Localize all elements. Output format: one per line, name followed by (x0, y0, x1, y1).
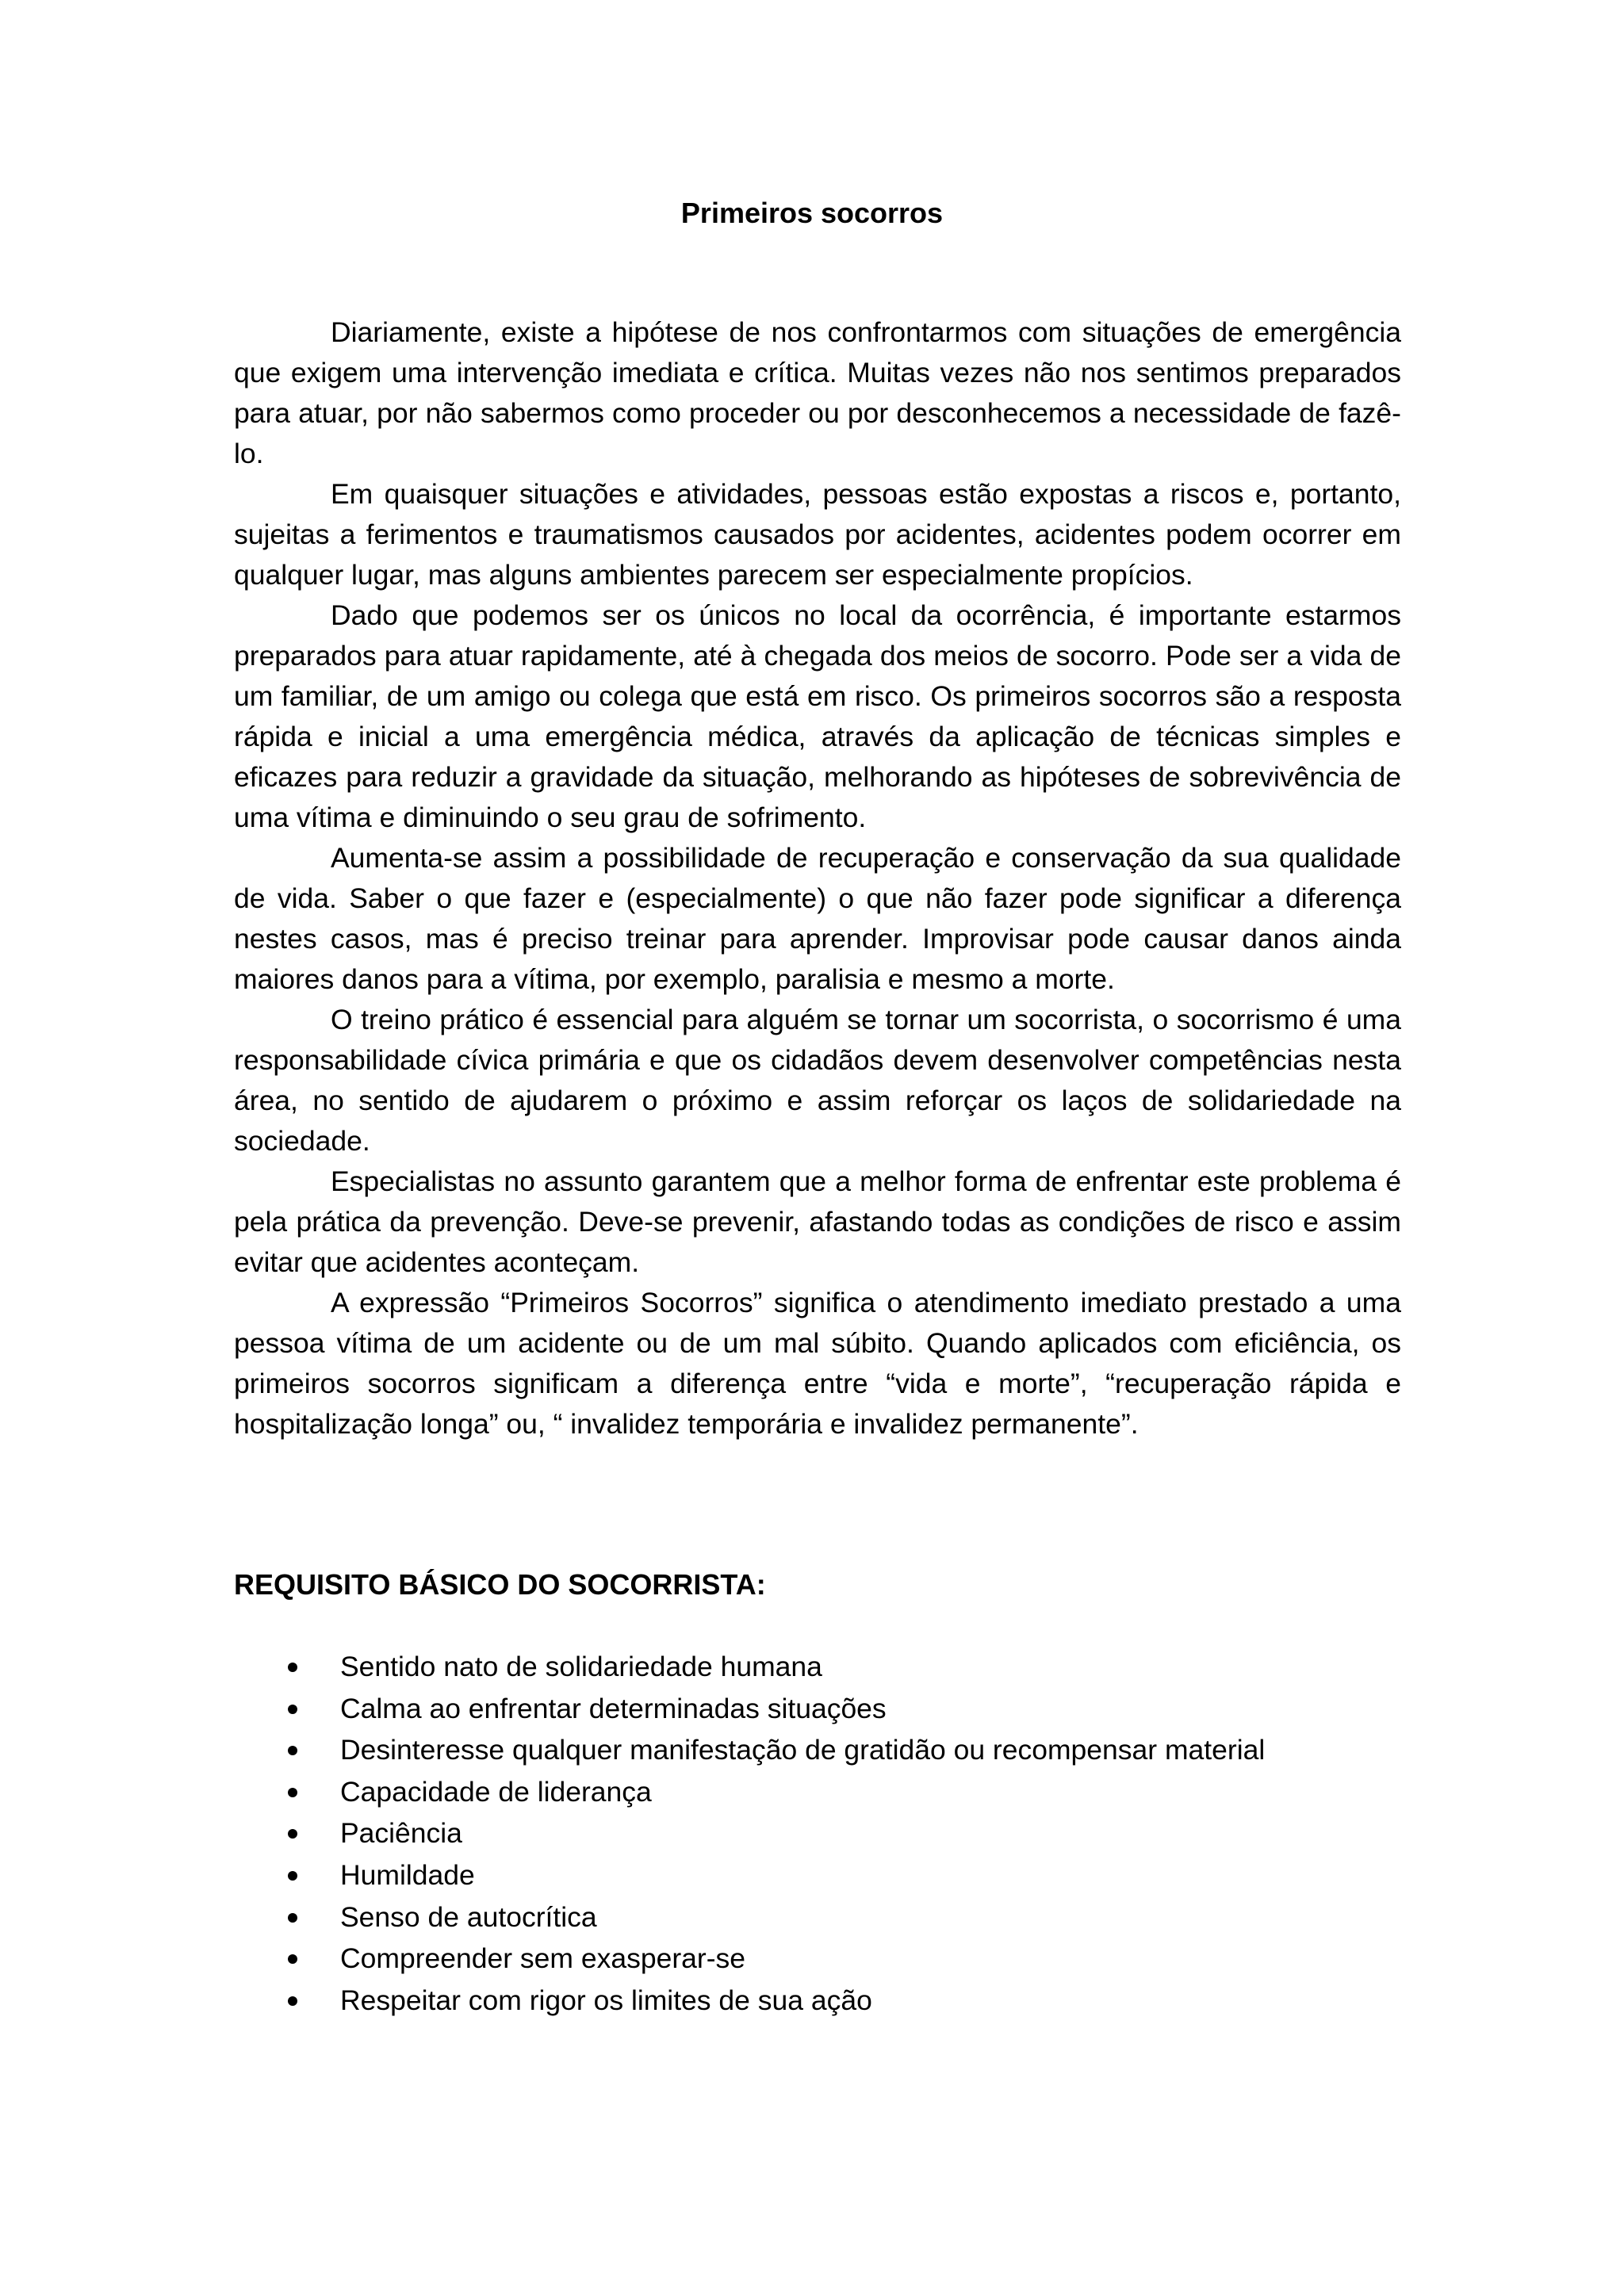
requirements-heading: REQUISITO BÁSICO DO SOCORRISTA: (234, 1568, 766, 1601)
list-item-text: Humildade (340, 1858, 475, 1891)
bullet-icon (288, 1913, 297, 1923)
list-item (234, 1729, 1265, 1771)
bullet-icon (288, 1705, 297, 1714)
list-item-text: Capacidade de liderança (340, 1775, 652, 1808)
paragraph: Especialistas no assunto garantem que a melhor forma de enfrentar este problema é pela prática da prevenção. Deve-se prevenir, afastando todas as condições de risco e assim evitar que acidentes aconteçam. (234, 1165, 1401, 1278)
list-item (234, 1938, 1265, 1980)
list-item-text: Senso de autocrítica (340, 1900, 597, 1933)
bullet-icon (288, 1788, 297, 1797)
paragraph: A expressão “Primeiros Socorros” significa o atendimento imediato prestado a uma pessoa vítima de um acidente ou de um mal súbito. Quando aplicados com eficiência, os primeiros socorros significam a diferença entre “vida e morte”, “recuperação rápida e hospitalização longa” ou, “ invalidez temporária e invalidez permanente”. (234, 1287, 1401, 1440)
list-item (234, 1896, 1265, 1938)
bullet-icon (288, 1663, 297, 1672)
paragraph: Em quaisquer situações e atividades, pessoas estão expostas a riscos e, portanto, sujeitas a ferimentos e traumatismos causados por acidentes, acidentes podem ocorrer em qualquer lugar, mas alguns ambientes parecem ser especialmente propícios. (234, 478, 1401, 591)
bullet-icon (288, 1954, 297, 1964)
document-title: Primeiros socorros (680, 197, 944, 229)
bullet-icon (288, 1996, 297, 2006)
list-item-text: Desinteresse qualquer manifestação de gratidão ou recompensar material (340, 1734, 1266, 1766)
list-item-text: Sentido nato de solidariedade humana (340, 1651, 822, 1682)
list-item-text: Respeitar com rigor os limites de sua ação (340, 1984, 872, 2016)
paragraph: Diariamente, existe a hipótese de nos confrontarmos com situações de emergência que exigem uma intervenção imediata e crítica. Muitas vezes não nos sentimos preparados para atuar, por não sabermos como proceder ou por desconhecemos a necessidade de fazê-lo. (234, 316, 1401, 469)
paragraph: Aumenta-se assim a possibilidade de recuperação e conservação da sua qualidade de vida. Saber o que fazer e (especialmente) o que não fazer pode significar a diferença nestes casos, mas é preciso treinar para aprender. Improvisar pode causar danos ainda maiores danos para a vítima, por exemplo, paralisia e mesmo a morte. (234, 842, 1401, 995)
list-item-text: Compreender sem exasperar-se (340, 1942, 746, 1975)
list-item (234, 1771, 1265, 1813)
paragraph: Dado que podemos ser os únicos no local da ocorrência, é importante estarmos preparados para atuar rapidamente, até à chegada dos meios de socorro. Pode ser a vida de um familiar, de um amigo ou colega que está em risco. Os primeiros socorros são a resposta rápida e inicial a uma emergência médica, através da aplicação de técnicas simples e eficazes para reduzir a gravidade da situação, melhorando as hipóteses de sobrevivência de uma vítima e diminuindo o seu grau de sofrimento. (234, 599, 1401, 833)
list-item (234, 1646, 1265, 1688)
bullet-icon (288, 1871, 297, 1881)
paragraph: O treino prático é essencial para alguém se tornar um socorrista, o socorrismo é uma responsabilidade cívica primária e que os cidadãos devem desenvolver competências nesta área, no sentido de ajudarem o próximo e assim reforçar os laços de solidariedade na sociedade. (234, 1004, 1401, 1157)
bullet-icon (288, 1829, 297, 1839)
bullet-icon (288, 1746, 297, 1755)
document-body (234, 312, 1401, 1445)
list-item-text: Calma ao enfrentar determinadas situações (340, 1692, 887, 1724)
list-item (234, 1688, 1265, 1730)
list-item (234, 1980, 1265, 2022)
list-item-text: Paciência (340, 1817, 462, 1850)
list-item (234, 1854, 1265, 1896)
list-item (234, 1812, 1265, 1854)
requirements-list (234, 1646, 1265, 2021)
